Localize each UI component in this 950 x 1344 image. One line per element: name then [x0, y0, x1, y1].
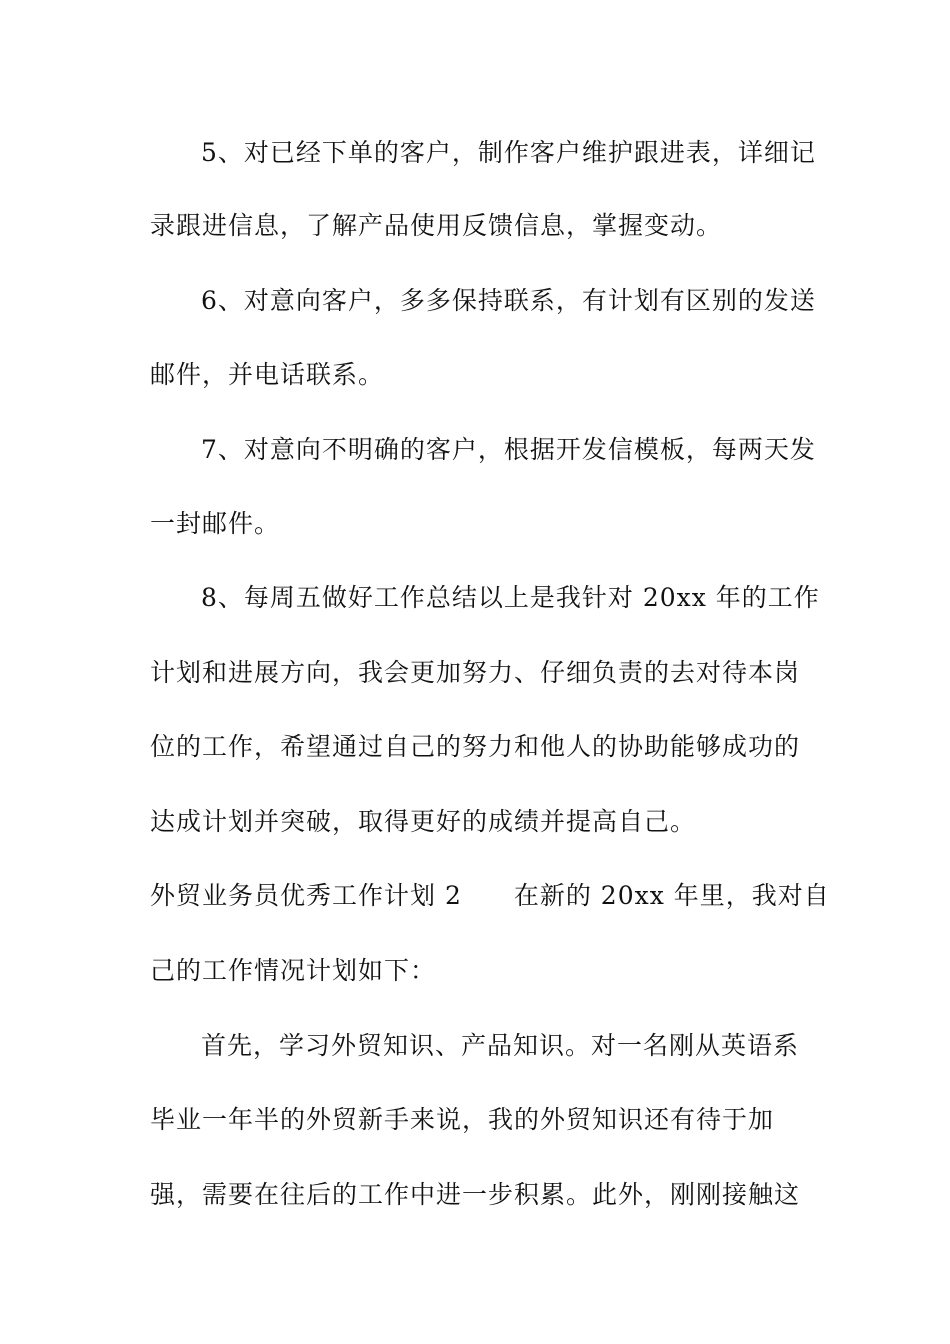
paragraph-6-line-1: 6、对意向客户，多多保持联系，有计划有区别的发送 [201, 286, 816, 315]
section-heading-line-1: 外贸业务员优秀工作计划 2 在新的 20xx 年里，我对自 [150, 881, 830, 910]
paragraph-5-line-1: 5、对已经下单的客户，制作客户维护跟进表，详细记 [201, 138, 816, 167]
paragraph-6-line-2: 邮件，并电话联系。 [150, 360, 385, 389]
paragraph-7-line-1: 7、对意向不明确的客户，根据开发信模板，每两天发 [201, 435, 816, 464]
paragraph-5-line-2: 录跟进信息，了解产品使用反馈信息，掌握变动。 [150, 211, 723, 240]
paragraph-first-line-1: 首先，学习外贸知识、产品知识。对一名刚从英语系 [201, 1031, 800, 1060]
paragraph-7-line-2: 一封邮件。 [150, 509, 281, 538]
paragraph-8-line-2: 计划和进展方向，我会更加努力、仔细负责的去对待本岗 [150, 658, 801, 687]
paragraph-8-line-1: 8、每周五做好工作总结以上是我针对 20xx 年的工作 [201, 583, 820, 612]
paragraph-first-line-2: 毕业一年半的外贸新手来说，我的外贸知识还有待于加 [150, 1105, 775, 1134]
section-heading-line-2: 己的工作情况计划如下： [150, 956, 437, 985]
paragraph-first-line-3: 强，需要在往后的工作中进一步积累。此外，刚刚接触这 [150, 1180, 801, 1209]
paragraph-8-line-4: 达成计划并突破，取得更好的成绩并提高自己。 [150, 807, 697, 836]
paragraph-8-line-3: 位的工作，希望通过自己的努力和他人的协助能够成功的 [150, 732, 801, 761]
